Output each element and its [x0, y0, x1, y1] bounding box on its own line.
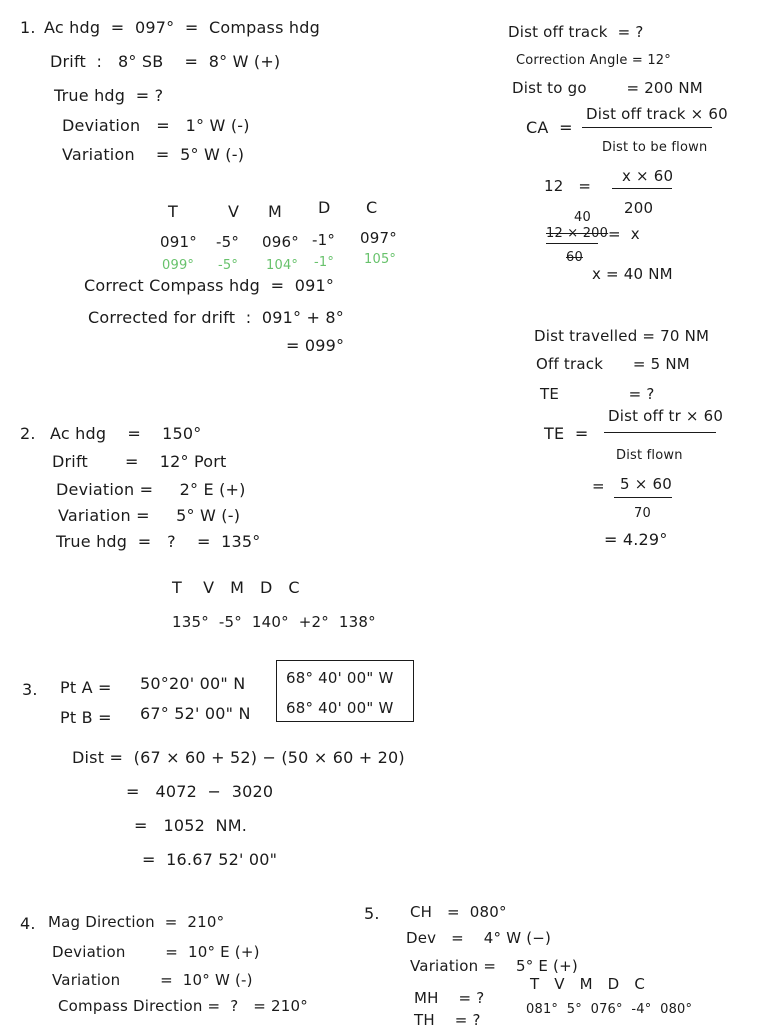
te-substituted-denominator: 70 — [634, 506, 651, 521]
table-1-header-c: C — [366, 198, 378, 217]
dist-off-track: Dist off track = ? — [508, 23, 644, 41]
off-track: Off track = 5 NM — [536, 355, 690, 373]
table-1-row-1-d: -1° — [312, 231, 336, 249]
table-2-row: 135° -5° 140° +2° 138° — [172, 613, 376, 631]
ca-formula-denominator: Dist to be flown — [602, 140, 708, 155]
te-formula-denominator: Dist flown — [616, 448, 683, 463]
problem-1-true-heading: True hdg = ? — [54, 86, 164, 105]
problem-4-variation: Variation = 10° W (-) — [52, 971, 253, 989]
table-1-header-v: V — [228, 202, 240, 221]
point-b-longitude: 68° 40' 00" W — [286, 699, 394, 717]
te-formula-lhs: TE = — [544, 424, 589, 443]
ca-equation-numerator: x × 60 — [622, 167, 674, 185]
table-1-row-2-v: -5° — [218, 258, 239, 273]
table-5-header: T V M D C — [530, 975, 646, 993]
problem-2-ac-heading: Ac hdg = 150° — [50, 424, 202, 443]
problem-5-magnetic-heading: MH = ? — [414, 989, 485, 1007]
te-formula-numerator: Dist off tr × 60 — [608, 407, 724, 425]
ca-formula-lhs: CA = — [526, 118, 573, 137]
problem-2-variation: Variation = 5° W (-) — [58, 506, 241, 525]
problem-2-deviation: Deviation = 2° E (+) — [56, 480, 246, 499]
table-1-row-1-t: 091° — [160, 233, 197, 251]
point-a-longitude: 68° 40' 00" W — [286, 669, 394, 687]
correct-compass-heading: Correct Compass hdg = 091° — [84, 276, 335, 295]
table-1-row-1-c: 097° — [360, 229, 397, 247]
table-1-row-2-m: 104° — [266, 258, 299, 273]
x-solve-bar — [546, 243, 598, 244]
x-solve-denominator: 60 — [566, 250, 583, 265]
problem-4-mag-direction: Mag Direction = 210° — [48, 913, 225, 931]
ca-equation-bar — [612, 188, 672, 189]
distance-step-3: = 16.67 52' 00" — [142, 850, 278, 869]
te-substituted-numerator: 5 × 60 — [620, 475, 672, 493]
problem-1-deviation: Deviation = 1° W (-) — [62, 116, 250, 135]
cancelled-value-40: 40 — [574, 210, 591, 225]
ca-equation-lhs: 12 = — [544, 177, 592, 195]
problem-5-variation: Variation = 5° E (+) — [410, 957, 578, 975]
ca-fraction-bar — [582, 127, 712, 128]
point-a-label: Pt A = — [60, 678, 112, 697]
table-1-header-t: T — [168, 202, 178, 221]
ca-equation-denominator: 200 — [624, 199, 654, 217]
table-1-row-2-t: 099° — [162, 258, 195, 273]
x-result: x = 40 NM — [592, 265, 673, 283]
table-1-row-1-m: 096° — [262, 233, 299, 251]
table-1-row-2-d: -1° — [314, 255, 335, 270]
point-a-latitude: 50°20' 00" N — [140, 674, 246, 693]
corrected-for-drift: Corrected for drift : 091° + 8° — [88, 308, 345, 327]
te-substituted-bar — [614, 497, 672, 498]
distance-step-1: = 4072 − 3020 — [126, 782, 274, 801]
track-error-unknown: TE = ? — [540, 385, 655, 403]
ca-formula-numerator: Dist off track × 60 — [586, 105, 728, 123]
problem-1-number: 1. — [20, 18, 36, 37]
problem-4-number: 4. — [20, 914, 36, 933]
distance-step-2: = 1052 NM. — [134, 816, 248, 835]
problem-5-compass-heading: CH = 080° — [410, 903, 507, 921]
point-b-latitude: 67° 52' 00" N — [140, 704, 251, 723]
problem-5-deviation: Dev = 4° W (−) — [406, 929, 552, 947]
table-1-header-d: D — [318, 198, 331, 217]
correction-angle: Correction Angle = 12° — [516, 53, 671, 68]
corrected-for-drift-result: = 099° — [286, 336, 345, 355]
problem-2-true-heading: True hdg = ? = 135° — [56, 532, 261, 551]
problem-5-number: 5. — [364, 904, 380, 923]
problem-1-ac-heading: Ac hdg = 097° = Compass hdg — [44, 18, 320, 37]
problem-1-drift: Drift : 8° SB = 8° W (+) — [50, 52, 281, 71]
problem-4-deviation: Deviation = 10° E (+) — [52, 943, 260, 961]
te-substituted-equals: = — [592, 477, 605, 495]
dist-travelled: Dist travelled = 70 NM — [534, 327, 710, 345]
problem-2-number: 2. — [20, 424, 36, 443]
table-2-header: T V M D C — [172, 578, 300, 597]
problem-4-compass-direction: Compass Direction = ? = 210° — [58, 997, 308, 1015]
table-1-header-m: M — [268, 202, 283, 221]
table-5-row: 081° 5° 076° -4° 080° — [526, 1002, 693, 1017]
table-1-row-2-c: 105° — [364, 252, 397, 267]
dist-to-go: Dist to go = 200 NM — [512, 79, 703, 97]
x-solve-numerator: 12 × 200 — [546, 226, 609, 241]
problem-1-variation: Variation = 5° W (-) — [62, 145, 245, 164]
te-result: = 4.29° — [604, 530, 668, 549]
table-1-row-1-v: -5° — [216, 233, 240, 251]
problem-3-number: 3. — [22, 680, 38, 699]
distance-formula: Dist = (67 × 60 + 52) − (50 × 60 + 20) — [72, 748, 405, 767]
point-b-label: Pt B = — [60, 708, 112, 727]
x-solve-equals-x: = x — [608, 225, 640, 243]
te-fraction-bar — [604, 432, 716, 433]
problem-2-drift: Drift = 12° Port — [52, 452, 227, 471]
problem-5-true-heading: TH = ? — [414, 1011, 481, 1029]
